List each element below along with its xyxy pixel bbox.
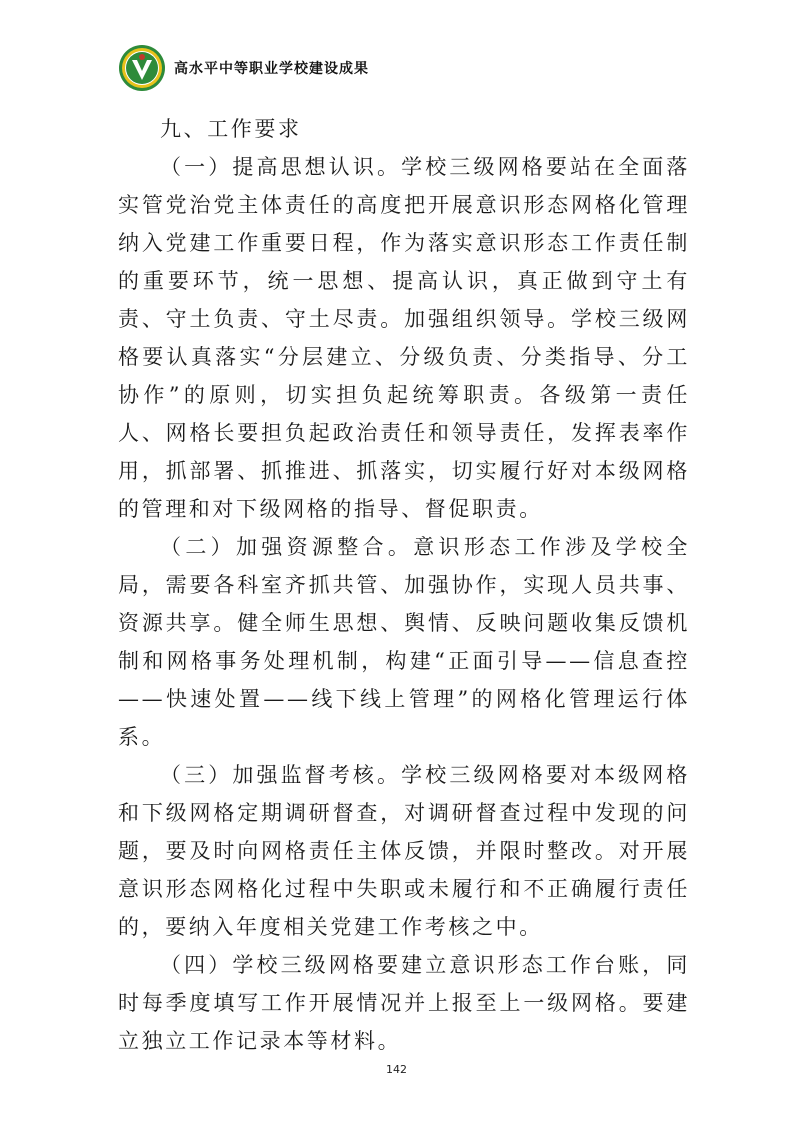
header-title: 高水平中等职业学校建设成果 (174, 61, 369, 77)
paragraph-1: （一）提高思想认识。学校三级网格要站在全面落实管党治党主体责任的高度把开展意识形态网格化管理纳入党建工作重要日程，作为落实意识形态工作责任制的重要环节，统一思想、提高认识，真正做到守土有责、守土负责、守土尽责。加强组织领导。学校三级网格要认真落实“分层建立、分级负责、分类指导、分工协作”的原则，切实担负起统筹职责。各级第一责任人、网格长要担负起政治责任和领导责任，发挥表率作用，抓部署、抓推进、抓落实，切实履行好对本级网格的管理和对下级网格的指导、督促职责。 (118, 155, 690, 521)
paragraph-3: （三）加强监督考核。学校三级网格要对本级网格和下级网格定期调研督查，对调研督查过程中发现的问题，要及时向网格责任主体反馈，并限时整改。对开展意识形态网格化过程中失职或未履行和不正确履行责任的，要纳入年度相关党建工作考核之中。 (118, 763, 690, 939)
paragraph-4: （四）学校三级网格要建立意识形态工作台账，同时每季度填写工作开展情况并上报至上一级网格。要建立独立工作记录本等材料。 (118, 953, 690, 1053)
document-body (118, 110, 690, 1060)
page-number: 142 (386, 1063, 407, 1076)
section-heading: 九、工作要求 (160, 117, 302, 141)
page-header (118, 44, 369, 92)
school-logo (118, 44, 166, 92)
paragraph-2: （二）加强资源整合。意识形态工作涉及学校全局，需要各科室齐抓共管、加强协作，实现人员共事、资源共享。健全师生思想、舆情、反映问题收集反馈机制和网格事务处理机制，构建“正面引导——信息查控——快速处置——线下线上管理”的网格化管理运行体系。 (118, 535, 690, 749)
